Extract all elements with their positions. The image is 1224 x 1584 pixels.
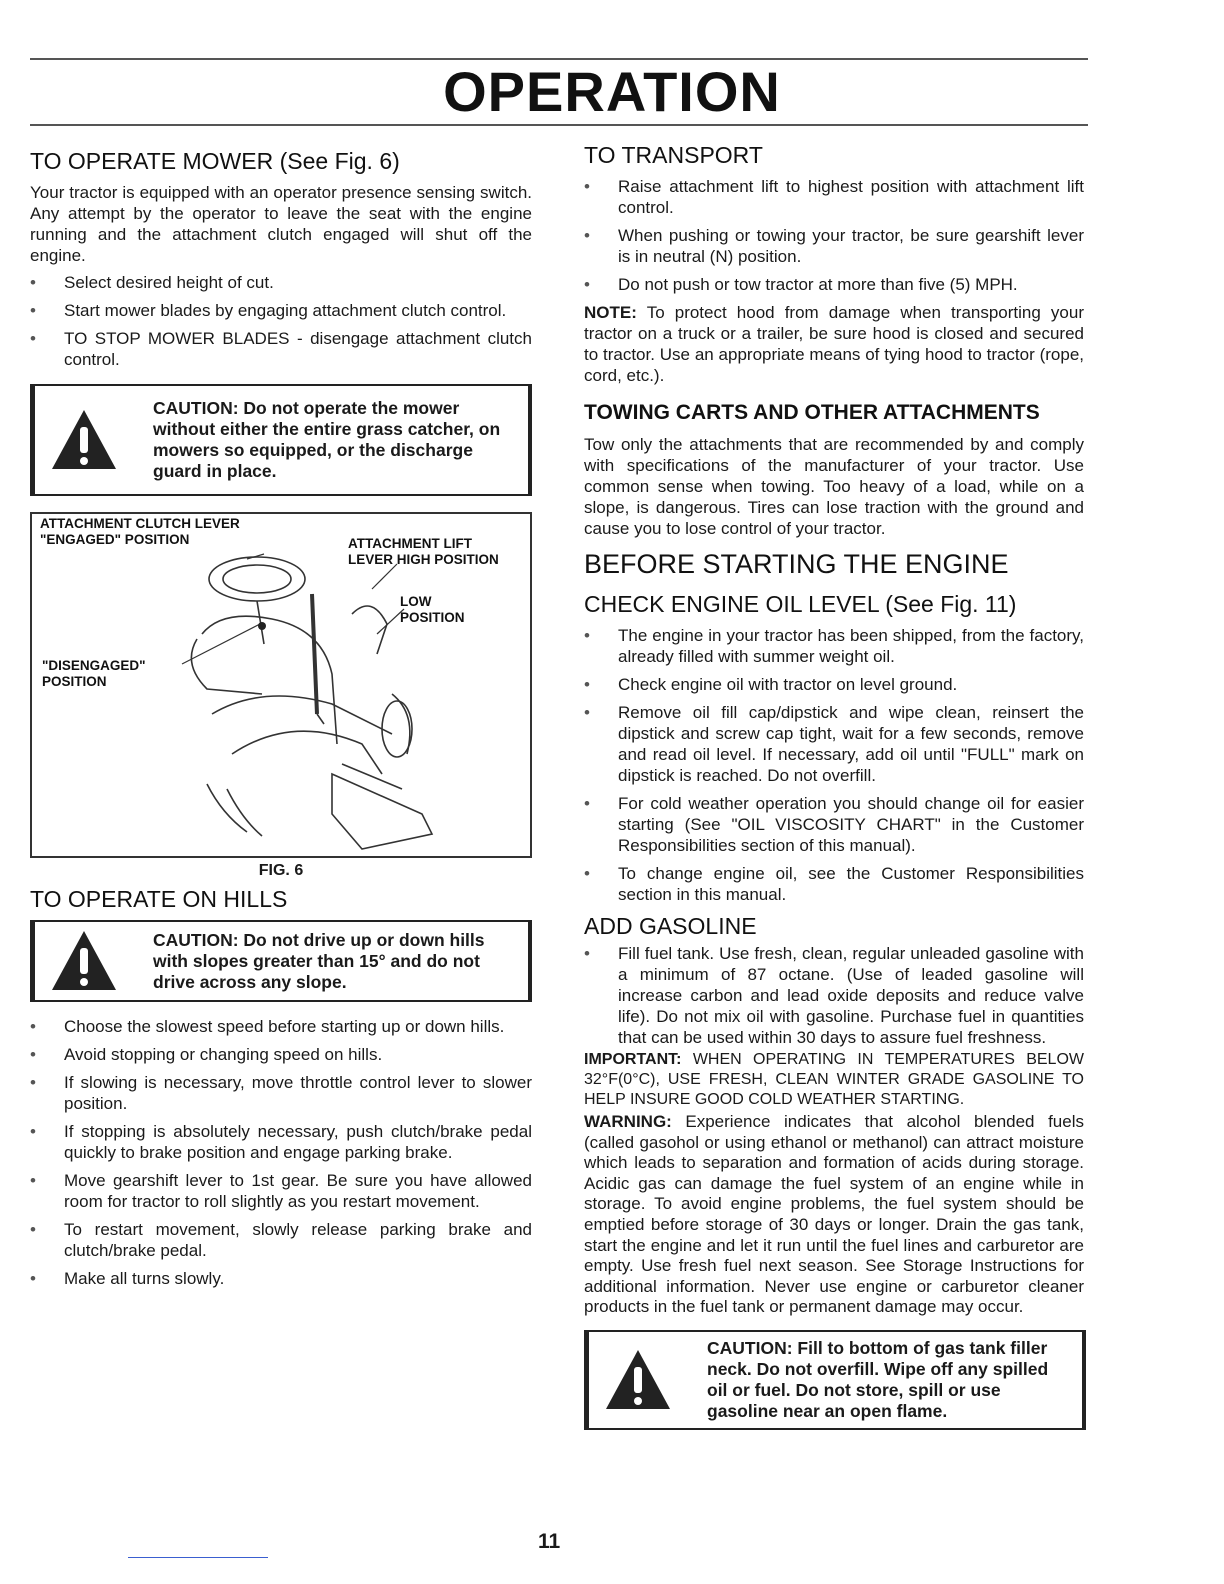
fig-label-low: LOW	[400, 594, 432, 609]
mower-caution-text: CAUTION: Do not operate the mower without either the entire grass catcher, on mowers so equipped, or the discharge guard in place.	[153, 398, 501, 481]
list-item: • TO STOP MOWER BLADES - disengage attachment clutch control.	[30, 328, 532, 370]
list-item: • Fill fuel tank. Use fresh, clean, regular unleaded gasoline with a minimum of 87 octane. (Use of leaded gasoline will increase carbon and lead oxide deposits and reduce valve life). Do not mix oil with gasoline. Purchase fuel in quantities that can be used within 30 days to assure fuel freshness.	[584, 943, 1084, 1048]
operate-mower-section	[30, 148, 532, 496]
important-text: WHEN OPERATING IN TEMPERATURES BELOW 32°F(0°C), USE FRESH, CLEAN WINTER GRADE GASOLINE TO HELP INSURE GOOD COLD WEATHER STARTING.	[584, 1051, 1084, 1108]
list-item: • The engine in your tractor has been shipped, from the factory, already filled with summer weight oil.	[584, 625, 1084, 667]
fig-label-engaged: "ENGAGED" POSITION	[40, 532, 190, 547]
warning-icon	[49, 407, 119, 473]
add-gasoline-list	[584, 943, 1084, 1048]
transport-list	[584, 176, 1084, 295]
warning-paragraph	[584, 1112, 1084, 1318]
transport-section	[584, 142, 1084, 386]
warning-text: Experience indicates that alcohol blended fuels (called gasohol or using ethanol or methanol) can attract moisture which leads to separation and formation of acids during storage. Acidic gas can damage the fuel system of an engine while in storage. To avoid engine problems, the fuel system should be emptied before storage of 30 days or longer. Drain the gas tank, start the engine and let it run until the fuel lines and carburetor are empty. Use fresh fuel next season. See Storage Instructions for additional information. Never use engine or carburetor cleaner products in the fuel tank or permanent damage may occur.	[584, 1112, 1084, 1317]
warning-label: WARNING:	[584, 1112, 672, 1131]
hills-caution-box	[30, 920, 532, 1002]
operate-mower-intro: Your tractor is equipped with an operator presence sensing switch. Any attempt by the operator to leave the seat with the engine running and the attachment clutch engaged will shut off the engine.	[30, 183, 532, 265]
list-item: • If slowing is necessary, move throttle control lever to slower position.	[30, 1072, 532, 1114]
list-item: • Start mower blades by engaging attachment clutch control.	[30, 300, 532, 321]
operate-hills-section	[30, 886, 532, 1289]
list-item: • To restart movement, slowly release parking brake and clutch/brake pedal.	[30, 1219, 532, 1261]
list-item: • Raise attachment lift to highest position with attachment lift control.	[584, 176, 1084, 218]
list-item: • Do not push or tow tractor at more than five (5) MPH.	[584, 274, 1084, 295]
list-item: • Select desired height of cut.	[30, 272, 532, 293]
figure-caption: FIG. 6	[258, 862, 304, 879]
left-column	[30, 140, 532, 1296]
mower-caution-box	[30, 384, 532, 496]
before-starting-heading: BEFORE STARTING THE ENGINE	[584, 549, 1009, 579]
fig-label-lift-lever: ATTACHMENT LIFT	[348, 536, 472, 551]
fig-label-low-2: POSITION	[400, 610, 465, 625]
operate-mower-list	[30, 272, 532, 370]
operate-hills-list	[30, 1016, 532, 1289]
footer-line	[128, 1557, 268, 1558]
gasoline-caution-text: CAUTION: Fill to bottom of gas tank filler neck. Do not overfill. Wipe off any spilled oil or fuel. Do not store, spill or use gasoline near an open flame.	[707, 1337, 1049, 1421]
transport-heading: TO TRANSPORT	[584, 142, 763, 168]
fig-label-lift-lever-2: LEVER HIGH POSITION	[348, 552, 499, 567]
warning-icon	[603, 1347, 673, 1413]
check-oil-section	[584, 591, 1084, 905]
towing-text: Tow only the attachments that are recommended by and comply with specifications of the manufacturer of your tractor. Use common sense when towing. Too heavy of a load, while on a slope, is dangerous. Tires can lose traction with the ground and cause you to lose control of your tractor.	[584, 435, 1084, 538]
fig-label-disengaged-2: POSITION	[42, 674, 107, 689]
figure-6	[30, 512, 532, 858]
add-gasoline-section	[584, 913, 1084, 1430]
check-oil-list	[584, 625, 1084, 905]
add-gasoline-heading: ADD GASOLINE	[584, 913, 757, 939]
transport-note	[584, 302, 1084, 386]
title-rule	[30, 124, 1088, 126]
check-oil-heading: CHECK ENGINE OIL LEVEL (See Fig. 11)	[584, 591, 1017, 617]
right-column	[584, 140, 1084, 1430]
list-item: • When pushing or towing your tractor, be sure gearshift lever is in neutral (N) position.	[584, 225, 1084, 267]
important-paragraph	[584, 1050, 1084, 1110]
list-item: • If stopping is absolutely necessary, push clutch/brake pedal quickly to brake position and engage parking brake.	[30, 1121, 532, 1163]
towing-heading: TOWING CARTS AND OTHER ATTACHMENTS	[584, 401, 1040, 424]
note-text: To protect hood from damage when transporting your tractor on a truck or a trailer, be sure hood is closed and secured to tractor. Use an appropriate means of tying hood to tractor (rope, cord, etc.).	[584, 303, 1084, 385]
list-item: • Make all turns slowly.	[30, 1268, 532, 1289]
warning-icon	[49, 928, 119, 994]
list-item: • Remove oil fill cap/dipstick and wipe clean, reinsert the dipstick and screw cap tight, wait for a few seconds, remove and read oil level. If necessary, add oil until "FULL" mark on dipstick is reached. Do not overfill.	[584, 702, 1084, 786]
list-item: • To change engine oil, see the Customer Responsibilities section in this manual.	[584, 863, 1084, 905]
list-item: • For cold weather operation you should change oil for easier starting (See "OIL VISCOSITY CHART" in the Customer Responsibilities section of this manual).	[584, 793, 1084, 856]
list-item: • Choose the slowest speed before starting up or down hills.	[30, 1016, 532, 1037]
towing-section	[584, 400, 1084, 539]
list-item: • Move gearshift lever to 1st gear. Be sure you have allowed room for tractor to roll slightly as you restart movement.	[30, 1170, 532, 1212]
list-item: • Avoid stopping or changing speed on hills.	[30, 1044, 532, 1065]
gasoline-caution-box	[584, 1330, 1086, 1430]
list-item: • Check engine oil with tractor on level ground.	[584, 674, 1084, 695]
page-title: OPERATION	[443, 60, 781, 123]
important-label: IMPORTANT:	[584, 1051, 682, 1068]
page-number: 11	[538, 1530, 561, 1553]
fig-label-disengaged: "DISENGAGED"	[42, 658, 146, 673]
hills-caution-text: CAUTION: Do not drive up or down hills with slopes greater than 15° and do not drive across any slope.	[153, 929, 485, 992]
note-label: NOTE:	[584, 303, 637, 322]
operate-mower-heading: TO OPERATE MOWER (See Fig. 6)	[30, 148, 400, 174]
fig-label-clutch-lever: ATTACHMENT CLUTCH LEVER	[40, 516, 240, 531]
operate-hills-heading: TO OPERATE ON HILLS	[30, 886, 288, 912]
